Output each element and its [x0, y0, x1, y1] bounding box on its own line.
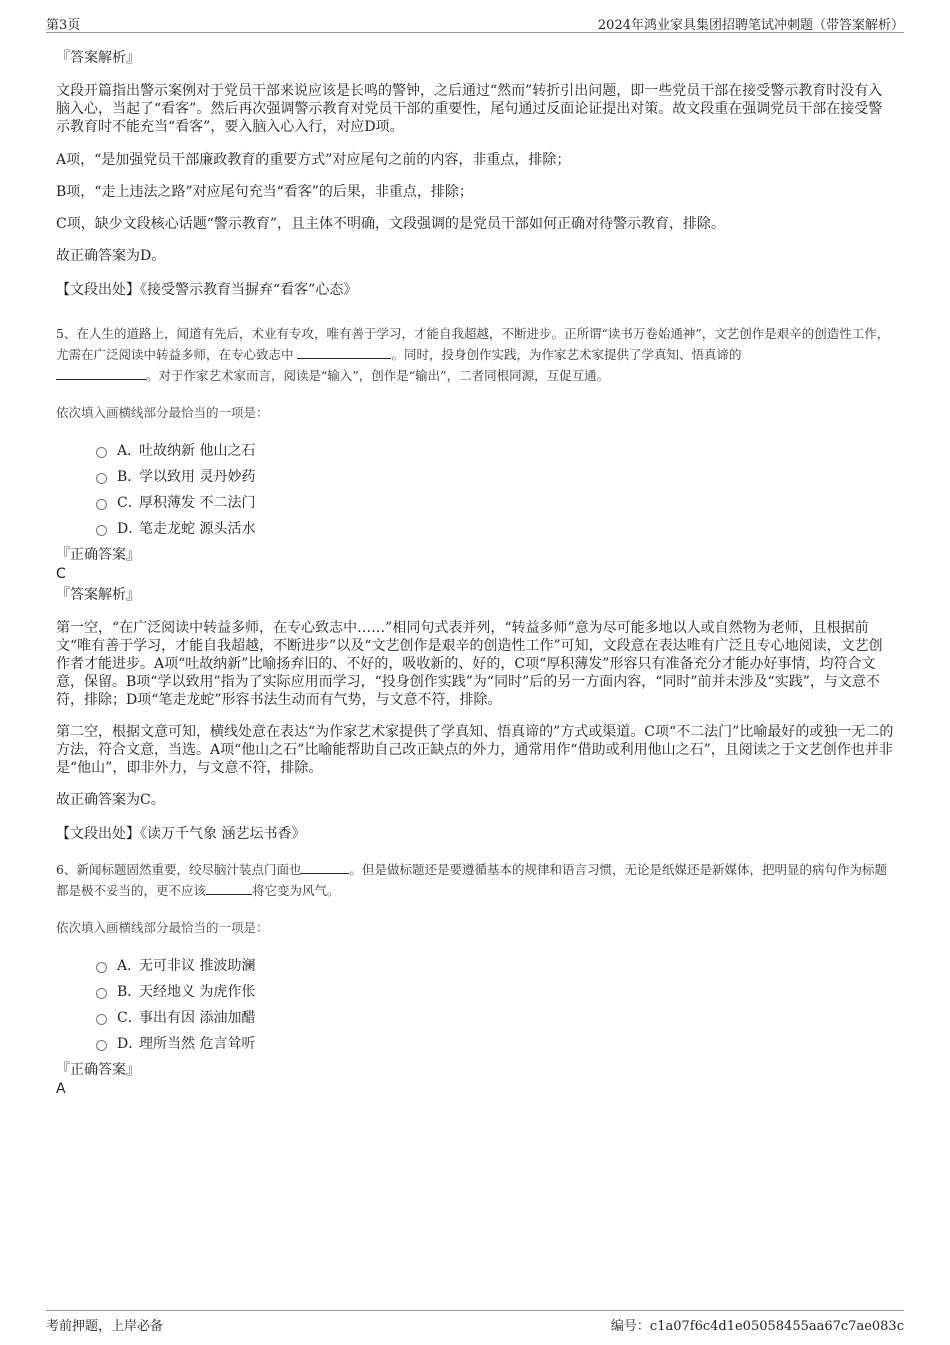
fill-blank — [206, 882, 252, 895]
option-b[interactable] — [96, 978, 896, 1004]
option-d[interactable] — [96, 1030, 896, 1056]
question-6-prompt: 依次填入画横线部分最恰当的一项是： — [56, 920, 269, 935]
option-letter: B． — [117, 984, 142, 1000]
option-b[interactable] — [96, 463, 896, 489]
option-text: 理所当然 危言耸听 — [139, 1036, 256, 1052]
footer-slogan: 考前押题，上岸必备 — [46, 1319, 164, 1334]
analysis-option-b: B项，“走上违法之路”对应尾句充当“看客”的后果，非重点，排除； — [56, 184, 473, 200]
option-a[interactable] — [96, 952, 896, 978]
correct-answer: A — [56, 1081, 66, 1097]
option-text: 天经地义 为虎作伥 — [139, 984, 256, 1000]
page-number: 第3页 — [46, 18, 81, 33]
option-c[interactable] — [96, 489, 896, 515]
fill-blank — [297, 346, 391, 359]
question-5-text-1: 5、在人生的道路上，闻道有先后，术业有专攻，唯有善于学习，才能自我超越，不断进步。正所谓“读书万卷始通神”，文艺创作是艰辛的创造性工作，尤需在广泛阅读中转益多师，在专心致志中 — [56, 326, 890, 362]
fill-blank — [301, 861, 349, 874]
option-letter: C． — [117, 495, 142, 511]
analysis-paragraph-2: 第二空，根据文意可知，横线处意在表达“为作家艺术家提供了学真知、悟真谛的”方式或渠道。C项“不二法门”比喻最好的或独一无二的方法，符合文意，当选。A项“他山之石”比喻能帮助自己改正缺点的外力，通常用作“借助或利用他山之石”，且阅读之于文艺创作也并非是“他山”，即非外力，与文意不符，排除。 — [56, 724, 894, 776]
option-d[interactable] — [96, 515, 896, 541]
correct-answer: C — [56, 566, 66, 582]
question-6-text-1: 6、新闻标题固然重要，绞尽脑汁装点门面也 — [56, 862, 302, 877]
option-a[interactable] — [96, 437, 896, 463]
question-5-options — [96, 437, 896, 541]
analysis-label: 『答案解析』 — [56, 587, 140, 603]
correct-answer-label: 『正确答案』 — [56, 547, 140, 563]
page-footer — [46, 1310, 904, 1335]
option-text: 吐故纳新 他山之石 — [139, 443, 256, 459]
source-citation: 【文段出处】《读万千气象 涵艺坛书香》 — [56, 826, 306, 842]
answer-conclusion: 故正确答案为C。 — [56, 792, 165, 808]
analysis-option-a: A项，“是加强党员干部廉政教育的重要方式”对应尾句之前的内容，非重点，排除； — [56, 152, 571, 168]
fill-blank — [56, 367, 146, 380]
question-5-text-3: 。对于作家艺术家而言，阅读是“输入”，创作是“输出”，二者同根同源，互促互通。 — [146, 368, 610, 383]
question-5-prompt: 依次填入画横线部分最恰当的一项是： — [56, 405, 269, 420]
option-letter: C． — [117, 1010, 142, 1026]
option-letter: D． — [117, 521, 143, 537]
radio-icon[interactable] — [96, 499, 107, 510]
document-code: 编号：c1a07f6c4d1e05058455aa67c7ae083c — [610, 1319, 904, 1334]
question-5-stem — [56, 323, 896, 386]
analysis-label: 『答案解析』 — [56, 50, 140, 66]
radio-icon[interactable] — [96, 1014, 107, 1025]
radio-icon[interactable] — [96, 962, 107, 973]
option-text: 无可非议 推波助澜 — [139, 958, 256, 974]
option-text: 笔走龙蛇 源头活水 — [139, 521, 256, 537]
document-title: 2024年鸿业家具集团招聘笔试冲刺题（带答案解析） — [597, 18, 904, 33]
option-text: 厚积薄发 不二法门 — [139, 495, 256, 511]
option-c[interactable] — [96, 1004, 896, 1030]
correct-answer-label: 『正确答案』 — [56, 1062, 140, 1078]
option-letter: A． — [117, 958, 142, 974]
source-citation: 【文段出处】《接受警示教育当摒弃“看客”心态》 — [56, 282, 358, 298]
radio-icon[interactable] — [96, 1040, 107, 1051]
question-6-stem — [56, 859, 896, 901]
radio-icon[interactable] — [96, 473, 107, 484]
option-letter: D． — [117, 1036, 143, 1052]
page-header — [46, 12, 904, 33]
question-6-text-2: 。但是做标题还是要遵循基本的规律和语言习惯，无论是纸媒还是新媒体，把明显的病句作为标题都是极不妥当的，更不应该 — [56, 862, 887, 898]
option-letter: A． — [117, 443, 142, 459]
option-text: 事出有因 添油加醋 — [139, 1010, 256, 1026]
radio-icon[interactable] — [96, 988, 107, 999]
answer-conclusion: 故正确答案为D。 — [56, 248, 166, 264]
radio-icon[interactable] — [96, 525, 107, 536]
analysis-paragraph-1: 第一空，“在广泛阅读中转益多师，在专心致志中……”相同句式表并列，“转益多师”意为尽可能多地以人或自然物为老师，且根据前文“唯有善于学习，才能自我超越，不断进步”以及“文艺创作是艰辛的创造性工作”可知，文段意在表达唯有广泛且专心地阅读，文艺创作者才能进步。A项“吐故纳新”比喻扬弃旧的、不好的，吸收新的、好的，C项“厚积薄发”形容只有准备充分才能办好事情，均符合文意，保留。B项“学以致用”指为了实际应用而学习，“投身创作实践”为“同时”后的另一方面内容，“同时”前并未涉及“实践”，与文意不符，排除；D项“笔走龙蛇”形容书法生动而有气势，与文意不符，排除。 — [56, 620, 883, 708]
option-text: 学以致用 灵丹妙药 — [139, 469, 256, 485]
option-letter: B． — [117, 469, 142, 485]
question-6-options — [96, 952, 896, 1056]
analysis-option-c: C项，缺少文段核心话题“警示教育”，且主体不明确，文段强调的是党员干部如何正确对待警示教育，排除。 — [56, 216, 726, 232]
page-content — [56, 46, 896, 1098]
question-6-text-3: 将它变为风气。 — [252, 883, 340, 898]
radio-icon[interactable] — [96, 447, 107, 458]
question-5-text-2: 。同时，投身创作实践，为作家艺术家提供了学真知、悟真谛的 — [391, 347, 742, 362]
analysis-paragraph: 文段开篇指出警示案例对于党员干部来说应该是长鸣的警钟，之后通过“然而”转折引出问题，即一些党员干部在接受警示教育时没有入脑入心，当起了“看客”。然后再次强调警示教育对党员干部的重要性，尾句通过反面论证提出对策。故文段重在强调党员干部在接受警示教育时不能充当“看客”，要入脑入心入行，对应D项。 — [56, 83, 883, 135]
